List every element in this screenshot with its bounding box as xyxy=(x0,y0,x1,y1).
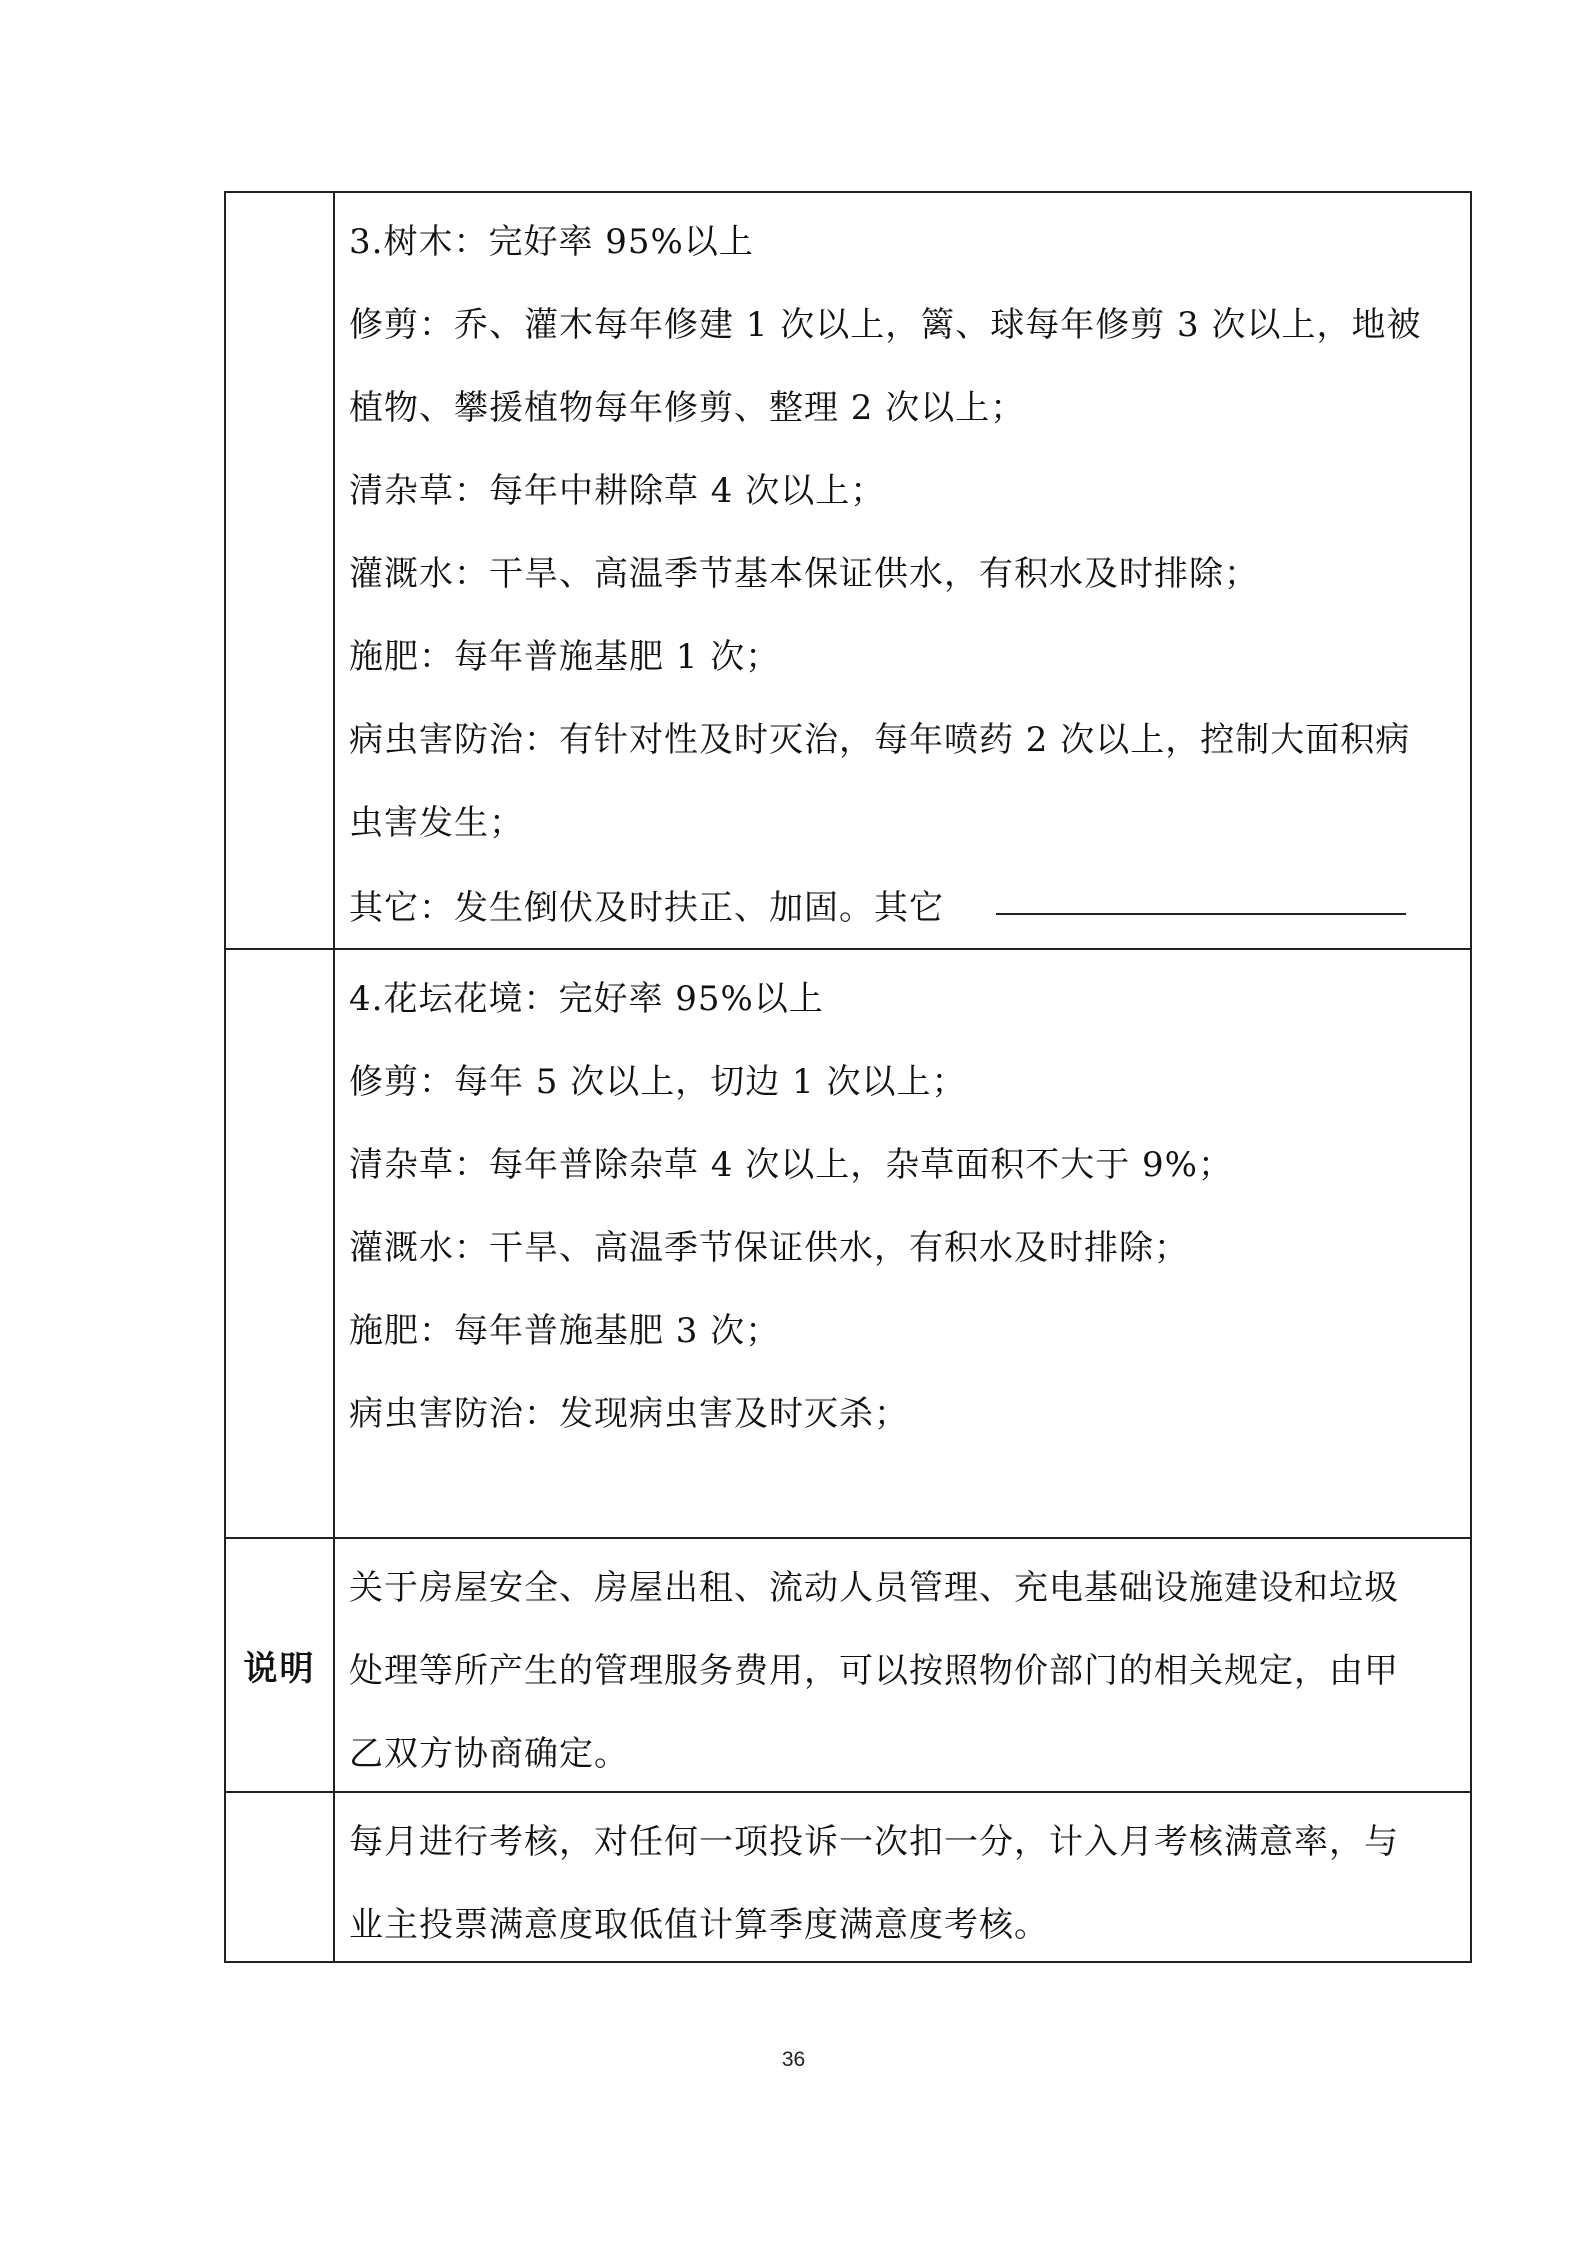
row-content-cell xyxy=(335,193,1470,948)
text-line: 处理等所产生的管理服务费用，可以按照物价部门的相关规定，由甲 xyxy=(349,1651,1399,1691)
row-label-cell xyxy=(226,1539,335,1791)
text-line: 清杂草：每年中耕除草 4 次以上； xyxy=(349,471,886,511)
text-line: 植物、攀援植物每年修剪、整理 2 次以上； xyxy=(349,388,1026,428)
text-line: 关于房屋安全、房屋出租、流动人员管理、充电基础设施建设和垃圾 xyxy=(349,1568,1399,1608)
table-row-flower-beds xyxy=(226,948,1470,1537)
text-line: 灌溉水：干旱、高温季节基本保证供水，有积水及时排除； xyxy=(349,554,1259,594)
row-label-cell xyxy=(226,950,335,1537)
row-content-cell xyxy=(335,1793,1470,1961)
standards-table xyxy=(224,191,1472,1963)
text-line: 乙双方协商确定。 xyxy=(349,1734,629,1774)
text-line: 其它：发生倒伏及时扶正、加固。其它 xyxy=(349,888,944,928)
text-line: 施肥：每年普施基肥 3 次； xyxy=(349,1311,781,1351)
row-content-cell xyxy=(335,1539,1470,1791)
explanation-label: 说明 xyxy=(243,1648,316,1689)
row-label-cell xyxy=(226,1793,335,1961)
row-content-cell xyxy=(335,950,1470,1537)
text-line: 业主投票满意度取低值计算季度满意度考核。 xyxy=(349,1905,1049,1945)
text-line: 4.花坛花境：完好率 95%以上 xyxy=(349,979,824,1019)
table-row-trees xyxy=(226,193,1470,948)
text-line-with-blank xyxy=(349,865,1458,948)
text-line: 修剪：乔、灌木每年修建 1 次以上，篱、球每年修剪 3 次以上，地被 xyxy=(349,305,1422,345)
text-line: 病虫害防治：有针对性及时灭治，每年喷药 2 次以上，控制大面积病 xyxy=(349,720,1411,760)
text-line: 灌溉水：干旱、高温季节保证供水，有积水及时排除； xyxy=(349,1228,1189,1268)
page-number: 36 xyxy=(781,2048,806,2071)
table-row-assessment xyxy=(226,1791,1470,1961)
row-label-cell xyxy=(226,193,335,948)
text-line: 病虫害防治：发现病虫害及时灭杀； xyxy=(349,1394,909,1434)
text-line: 3.树木：完好率 95%以上 xyxy=(349,222,754,262)
text-line: 施肥：每年普施基肥 1 次； xyxy=(349,637,781,677)
table-row-explanation xyxy=(226,1537,1470,1791)
fill-in-blank-line xyxy=(996,865,1406,915)
text-line: 每月进行考核，对任何一项投诉一次扣一分，计入月考核满意率，与 xyxy=(349,1822,1399,1862)
text-line: 修剪：每年 5 次以上，切边 1 次以上； xyxy=(349,1062,967,1102)
text-line: 清杂草：每年普除杂草 4 次以上，杂草面积不大于 9%； xyxy=(349,1145,1233,1185)
text-line: 虫害发生； xyxy=(349,803,524,843)
